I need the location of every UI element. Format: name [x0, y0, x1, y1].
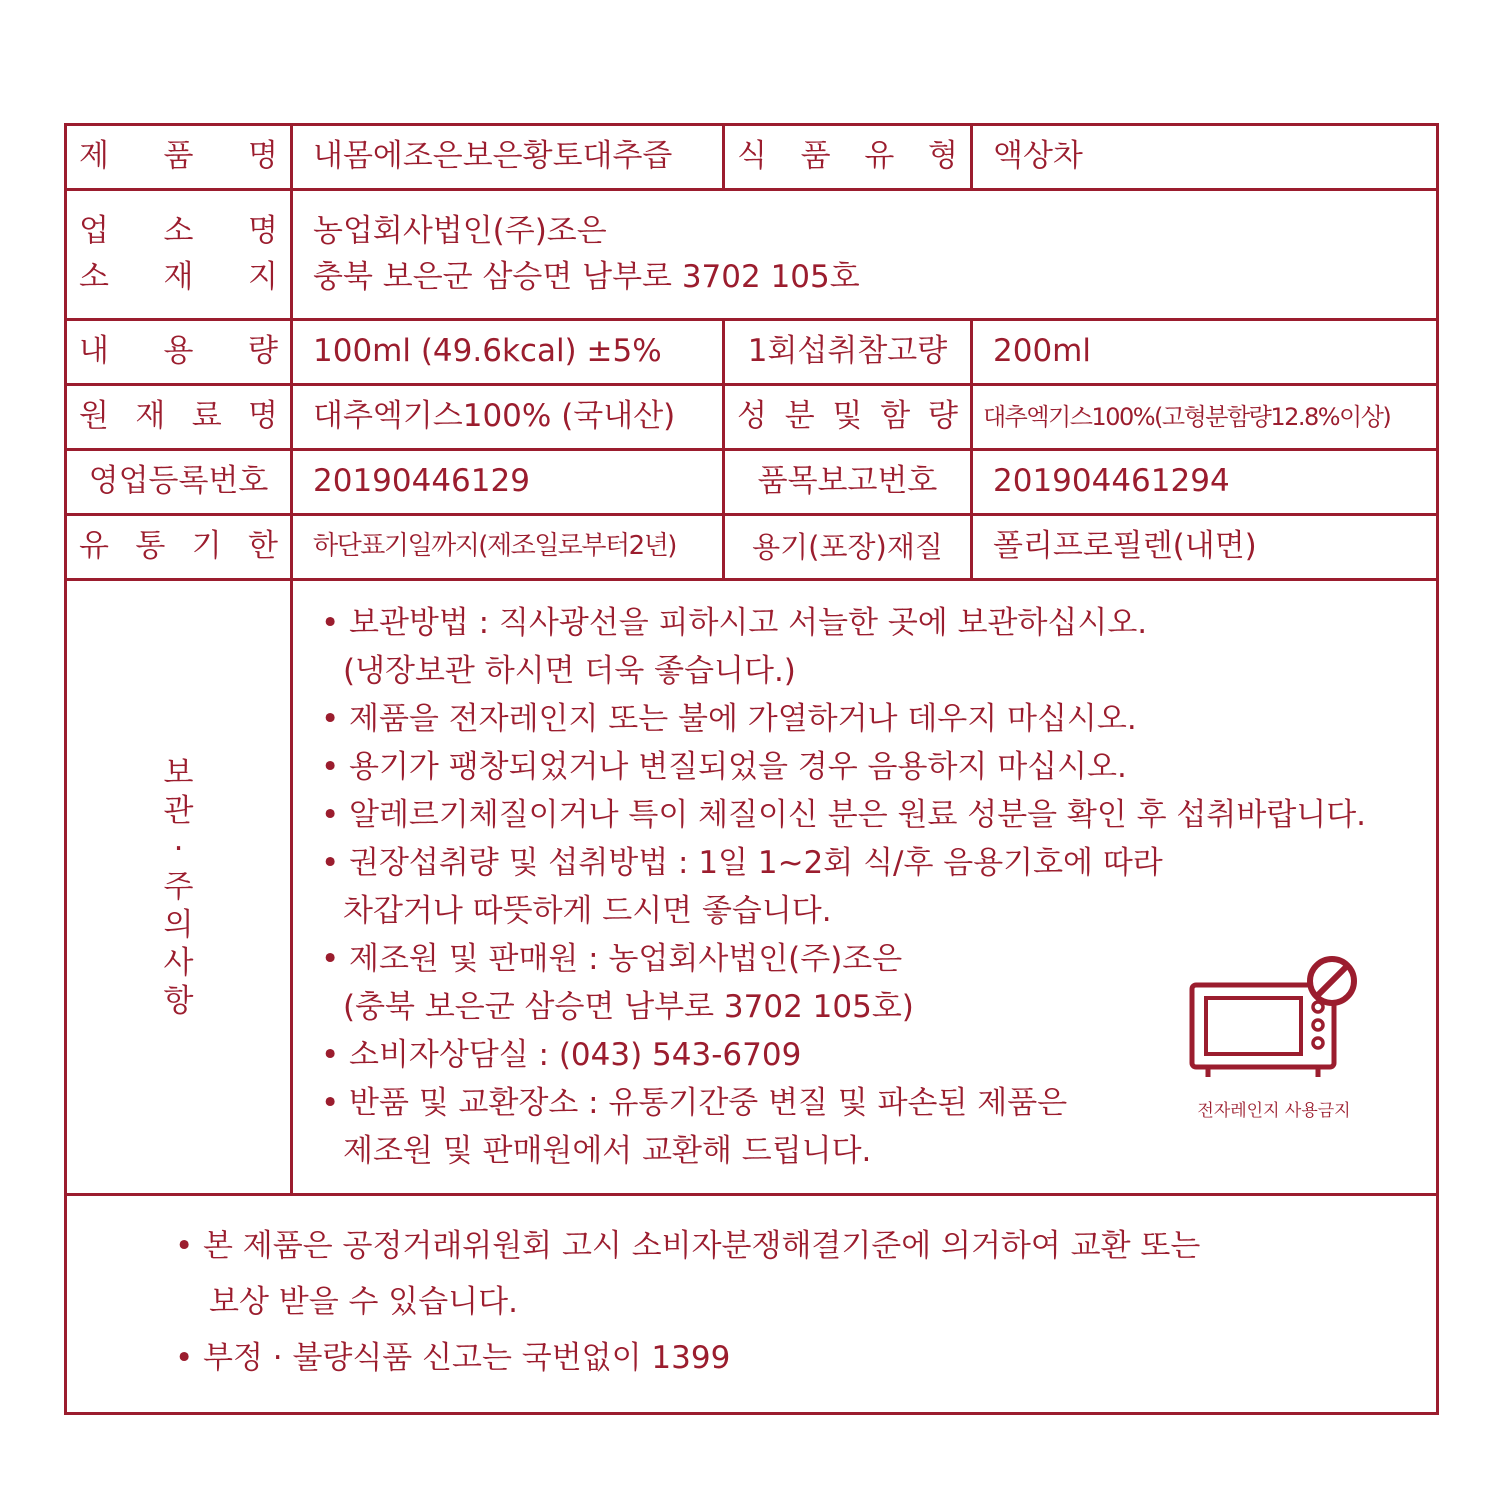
company-name: 농업회사법인(주)조은	[313, 213, 607, 250]
label-char: 보	[163, 755, 194, 791]
row-volume	[66, 320, 1438, 385]
note-text: 차갑거나 따뜻하게 드시면 좋습니다.	[343, 893, 832, 929]
label-char: 지	[248, 258, 278, 295]
note-line	[175, 1274, 1416, 1330]
label-char: ·	[173, 831, 184, 867]
label-expiry	[66, 515, 292, 580]
bullet-icon: •	[321, 845, 340, 881]
note-text: 권장섭취량 및 섭취방법 : 1일 1~2회 식/후 음용기호에 따라	[349, 845, 1163, 881]
label-food-type	[724, 125, 972, 190]
label-char: 사	[163, 945, 194, 981]
note-text: 제조원 및 판매원 : 농업회사법인(주)조은	[349, 941, 903, 977]
label-composition	[724, 385, 972, 450]
row-footer	[66, 1195, 1438, 1414]
note-line	[321, 695, 1408, 743]
label-char: 명	[248, 213, 278, 250]
label-char: 관	[163, 793, 194, 829]
footer-lines	[175, 1218, 1416, 1386]
row-registration	[66, 450, 1438, 515]
label-char: 항	[163, 983, 194, 1019]
value-composition: 대추엑기스100%(고형분함량12.8%이상)	[972, 385, 1438, 450]
label-char: 용	[163, 333, 194, 370]
label-storage-caution	[66, 580, 292, 1195]
label-char: 주	[163, 869, 194, 905]
microwave-caption: 전자레인지 사용금지	[1197, 1100, 1351, 1121]
note-text: 보상 받을 수 있습니다.	[209, 1284, 518, 1320]
note-line	[321, 743, 1408, 791]
note-text: 제조원 및 판매원에서 교환해 드립니다.	[343, 1133, 872, 1169]
value-food-type: 액상차	[972, 125, 1438, 190]
bullet-icon: •	[175, 1228, 194, 1264]
label-char: 분	[784, 398, 815, 435]
label-char: 기	[191, 528, 222, 565]
bullet-icon: •	[321, 797, 340, 833]
note-line	[175, 1218, 1416, 1274]
bullet-icon: •	[321, 749, 340, 785]
label-char: 유	[79, 528, 109, 565]
value-expiry: 하단표기일까지(제조일로부터2년)	[292, 515, 724, 580]
label-char: 재	[135, 398, 166, 435]
label-char: 품	[800, 138, 831, 175]
note-text: 반품 및 교환장소 : 유통기간중 변질 및 파손된 제품은	[349, 1085, 1068, 1121]
note-text: 제품을 전자레인지 또는 불에 가열하거나 데우지 마십시오.	[349, 701, 1137, 737]
microwave-warning	[1174, 955, 1374, 1121]
note-text: 소비자상담실 : (043) 543-6709	[349, 1037, 802, 1073]
bullet-icon: •	[321, 1037, 340, 1073]
label-char: 제	[79, 138, 109, 175]
company-address: 충북 보은군 삼승면 남부로 3702 105호	[313, 258, 860, 295]
value-company-location	[292, 190, 1438, 320]
label-char: 명	[248, 138, 278, 175]
label-char: 량	[248, 333, 278, 370]
label-char: 원	[79, 398, 109, 435]
value-business-reg: 20190446129	[292, 450, 724, 515]
product-info-table	[64, 123, 1439, 1415]
label-char: 한	[248, 528, 278, 565]
label-char: 품	[163, 138, 194, 175]
note-line	[321, 887, 1408, 935]
value-material: 폴리프로필렌(내면)	[972, 515, 1438, 580]
no-microwave-icon	[1184, 955, 1364, 1085]
note-line	[175, 1330, 1416, 1386]
note-line	[321, 839, 1408, 887]
label-char: 명	[248, 398, 278, 435]
bullet-icon: •	[321, 941, 340, 977]
note-text: 알레르기체질이거나 특이 체질이신 분은 원료 성분을 확인 후 섭취바랍니다.	[349, 797, 1367, 833]
label-char: 업	[79, 213, 109, 250]
value-product-name: 내몸에조은보은황토대추즙	[292, 125, 724, 190]
note-line	[321, 647, 1408, 695]
value-volume: 100ml (49.6kcal) ±5%	[292, 320, 724, 385]
label-char: 소	[163, 213, 194, 250]
label-char: 내	[79, 333, 109, 370]
label-material: 용기(포장)재질	[724, 515, 972, 580]
footer-notes	[66, 1195, 1438, 1414]
row-expiry	[66, 515, 1438, 580]
label-company-location	[66, 190, 292, 320]
note-line	[321, 599, 1408, 647]
label-product-name	[66, 125, 292, 190]
label-volume	[66, 320, 292, 385]
label-char: 유	[864, 138, 895, 175]
label-char: 료	[191, 398, 222, 435]
row-product-name	[66, 125, 1438, 190]
note-text: 용기가 팽창되었거나 변질되었을 경우 음용하지 마십시오.	[349, 749, 1127, 785]
label-ingredients	[66, 385, 292, 450]
label-char: 의	[163, 907, 194, 943]
row-company	[66, 190, 1438, 320]
label-char: 성	[737, 398, 767, 435]
label-item-report: 품목보고번호	[724, 450, 972, 515]
value-ingredients: 대추엑기스100% (국내산)	[292, 385, 724, 450]
note-text: 부정 · 불량식품 신고는 국번없이 1399	[203, 1340, 731, 1376]
row-storage	[66, 580, 1438, 1195]
label-char: 함	[880, 398, 911, 435]
note-text: 본 제품은 공정거래위원회 고시 소비자분쟁해결기준에 의거하여 교환 또는	[203, 1228, 1201, 1264]
note-text: (충북 보은군 삼승면 남부로 3702 105호)	[343, 989, 914, 1025]
note-line	[321, 791, 1408, 839]
value-item-report: 201904461294	[972, 450, 1438, 515]
storage-notes	[292, 580, 1438, 1195]
label-char: 소	[79, 258, 109, 295]
note-text: (냉장보관 하시면 더욱 좋습니다.)	[343, 653, 796, 689]
label-business-reg: 영업등록번호	[66, 450, 292, 515]
bullet-icon: •	[321, 701, 340, 737]
label-char: 통	[135, 528, 166, 565]
row-ingredients	[66, 385, 1438, 450]
label-char: 및	[832, 398, 863, 435]
label-char: 형	[928, 138, 958, 175]
bullet-icon: •	[321, 1085, 340, 1121]
bullet-icon: •	[321, 605, 340, 641]
bullet-icon: •	[175, 1340, 194, 1376]
value-serving: 200ml	[972, 320, 1438, 385]
note-text: 보관방법 : 직사광선을 피하시고 서늘한 곳에 보관하십시오.	[349, 605, 1148, 641]
note-line	[321, 1127, 1408, 1175]
label-char: 재	[163, 258, 194, 295]
label-char: 량	[928, 398, 958, 435]
label-char: 식	[737, 138, 767, 175]
label-serving: 1회섭취참고량	[724, 320, 972, 385]
